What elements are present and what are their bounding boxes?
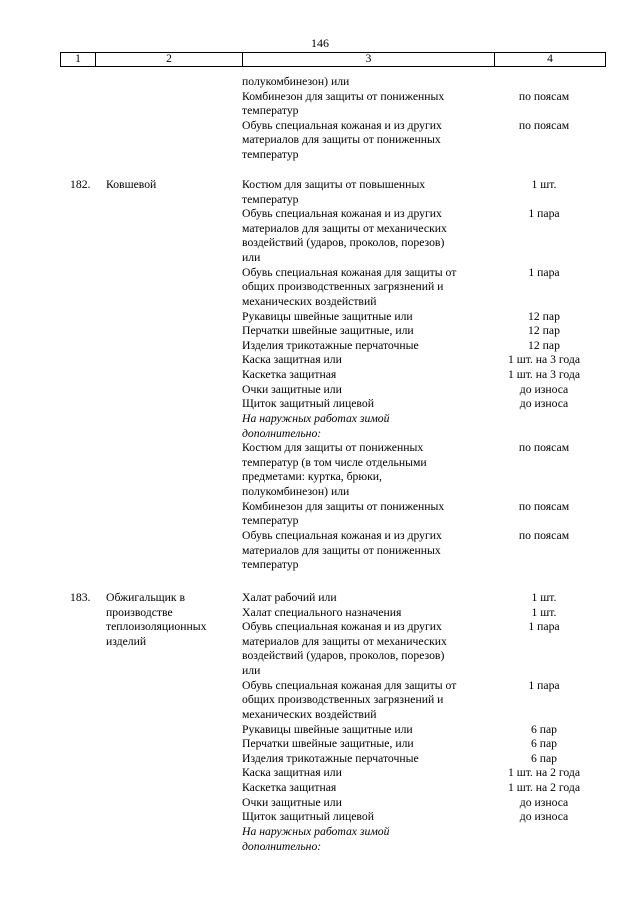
item-norm: 1 пара (528, 620, 560, 634)
item-text: Перчатки швейные защитные, или (242, 737, 414, 751)
list-item (0, 441, 640, 456)
list-item (0, 591, 640, 606)
list-item (0, 383, 640, 398)
entry-number: 182. (70, 178, 91, 191)
item-text: Каска защитная или (242, 766, 342, 780)
item-text: Изделия трикотажные перчаточные (242, 338, 419, 352)
item-text: Рукавицы швейные защитные или (242, 722, 413, 736)
item-text: Рукавицы швейные защитные или (242, 309, 413, 323)
item-text: Очки защитные или (242, 382, 342, 396)
item-text: температур (242, 192, 299, 206)
list-item (0, 178, 640, 193)
job-title: Ковшевой (106, 178, 157, 191)
item-text: общих производственных загрязнений и (242, 280, 444, 294)
list-item (0, 207, 640, 222)
list-item (0, 427, 640, 442)
item-text: Очки защитные или (242, 795, 342, 809)
list-item (0, 708, 640, 723)
item-text: Изделия трикотажные перчаточные (242, 751, 419, 765)
item-text: или (242, 664, 261, 678)
item-norm: 6 пар (530, 722, 558, 736)
item-text: На наружных работах зимой (242, 824, 390, 838)
item-norm: по поясам (518, 118, 570, 132)
list-item (0, 825, 640, 840)
item-norm: до износа (519, 382, 569, 396)
item-text: Обувь специальная кожаная и из других (242, 528, 442, 542)
list-item (0, 339, 640, 354)
item-text: Обувь специальная кожаная и из других (242, 118, 442, 132)
item-text: дополнительно: (242, 426, 322, 440)
item-norm: 1 шт. (531, 605, 557, 619)
list-item (0, 752, 640, 767)
list-item (0, 310, 640, 325)
item-text: На наружных работах зимой (242, 411, 390, 425)
list-item (0, 251, 640, 266)
item-text: материалов для защиты от пониженных (242, 543, 441, 557)
list-item (0, 514, 640, 529)
item-text: Обувь специальная кожаная для защиты от (242, 678, 457, 692)
list-item (0, 500, 640, 515)
column-header-3: 3 (243, 53, 495, 67)
item-norm: 1 пара (528, 678, 560, 692)
list-item (0, 485, 640, 500)
item-norm: 1 шт. (531, 591, 557, 604)
list-item (0, 840, 640, 855)
item-norm: по поясам (518, 89, 570, 103)
page-number: 146 (311, 36, 329, 50)
item-text: полукомбинезон) или (242, 75, 350, 88)
item-norm: по поясам (518, 499, 570, 513)
list-item (0, 148, 640, 163)
item-norm: по поясам (518, 528, 570, 542)
item-text: Халат специального назначения (242, 605, 402, 619)
item-text: температур (242, 514, 299, 528)
list-item (0, 558, 640, 573)
list-item (0, 295, 640, 310)
item-text: Костюм для защиты от повышенных (242, 178, 426, 191)
item-text: воздействий (ударов, проколов, порезов) (242, 236, 445, 250)
item-text: механических воздействий (242, 707, 377, 721)
item-text: Комбинезон для защиты от пониженных (242, 499, 445, 513)
item-text: температур (в том числе отдельными (242, 455, 427, 469)
list-item (0, 635, 640, 650)
item-norm: 6 пар (530, 737, 558, 751)
item-norm: 1 шт. на 2 года (507, 766, 581, 780)
list-item (0, 544, 640, 559)
list-item (0, 236, 640, 251)
item-text: общих производственных загрязнений и (242, 693, 444, 707)
item-norm: 1 пара (528, 265, 560, 279)
item-text: предметами: куртка, брюки, (242, 470, 382, 484)
item-text: или (242, 251, 261, 265)
item-text: Обувь специальная кожаная и из других (242, 207, 442, 221)
item-text: температур (242, 148, 299, 162)
item-text: Комбинезон для защиты от пониженных (242, 89, 445, 103)
item-text: воздействий (ударов, проколов, порезов) (242, 649, 445, 663)
item-norm: до износа (519, 810, 569, 824)
item-text: Щиток защитный лицевой (242, 810, 374, 824)
item-text: Обувь специальная кожаная для защиты от (242, 265, 457, 279)
job-title: Обжигальщик в производстве теплоизоляционных изделий (106, 591, 207, 648)
list-item (0, 397, 640, 412)
list-item (0, 737, 640, 752)
list-item (0, 679, 640, 694)
item-text: температур (242, 558, 299, 572)
item-text: Перчатки швейные защитные, или (242, 324, 414, 338)
list-item (0, 456, 640, 471)
item-text: материалов для защиты от пониженных (242, 133, 441, 147)
item-text: Халат рабочий или (242, 591, 337, 604)
item-text: дополнительно: (242, 839, 322, 853)
list-item (0, 620, 640, 635)
list-item (0, 280, 640, 295)
column-header-2: 2 (96, 53, 243, 67)
list-item (0, 266, 640, 281)
list-item (0, 104, 640, 119)
list-item (0, 119, 640, 134)
item-text: температур (242, 104, 299, 118)
item-norm: до износа (519, 397, 569, 411)
column-header-table (60, 52, 606, 67)
item-norm: 1 шт. на 2 года (507, 781, 581, 795)
item-text: Обувь специальная кожаная и из других (242, 620, 442, 634)
item-text: полукомбинезон) или (242, 485, 350, 499)
list-item (0, 133, 640, 148)
column-header-4: 4 (495, 53, 606, 67)
list-item (0, 810, 640, 825)
item-norm: 12 пар (528, 309, 560, 323)
list-item (0, 649, 640, 664)
list-item (0, 412, 640, 427)
item-norm: 12 пар (528, 338, 560, 352)
item-text: Щиток защитный лицевой (242, 397, 374, 411)
item-text: Каска защитная или (242, 353, 342, 367)
list-item (0, 353, 640, 368)
list-item (0, 796, 640, 811)
item-text: материалов для защиты от механических (242, 221, 447, 235)
item-norm: 1 пара (528, 207, 560, 221)
list-item (0, 222, 640, 237)
list-item (0, 766, 640, 781)
list-item (0, 781, 640, 796)
item-text: механических воздействий (242, 294, 377, 308)
item-text: Каскетка защитная (242, 781, 337, 795)
entry-number: 183. (70, 591, 91, 604)
item-text: Каскетка защитная (242, 368, 337, 382)
list-item (0, 75, 640, 90)
list-item (0, 90, 640, 105)
list-item (0, 723, 640, 738)
item-norm: 1 шт. на 3 года (507, 368, 581, 382)
list-item (0, 693, 640, 708)
item-norm: 12 пар (528, 324, 560, 338)
item-norm: 6 пар (530, 751, 558, 765)
column-header-1: 1 (61, 53, 96, 67)
list-item (0, 368, 640, 383)
list-item (0, 193, 640, 208)
list-item (0, 664, 640, 679)
list-item (0, 606, 640, 621)
item-norm: 1 шт. (531, 178, 557, 191)
list-item (0, 324, 640, 339)
item-norm: по поясам (518, 441, 570, 455)
list-item (0, 470, 640, 485)
item-text: материалов для защиты от механических (242, 634, 447, 648)
item-norm: до износа (519, 795, 569, 809)
item-norm: 1 шт. на 3 года (507, 353, 581, 367)
list-item (0, 529, 640, 544)
item-text: Костюм для защиты от пониженных (242, 441, 424, 455)
